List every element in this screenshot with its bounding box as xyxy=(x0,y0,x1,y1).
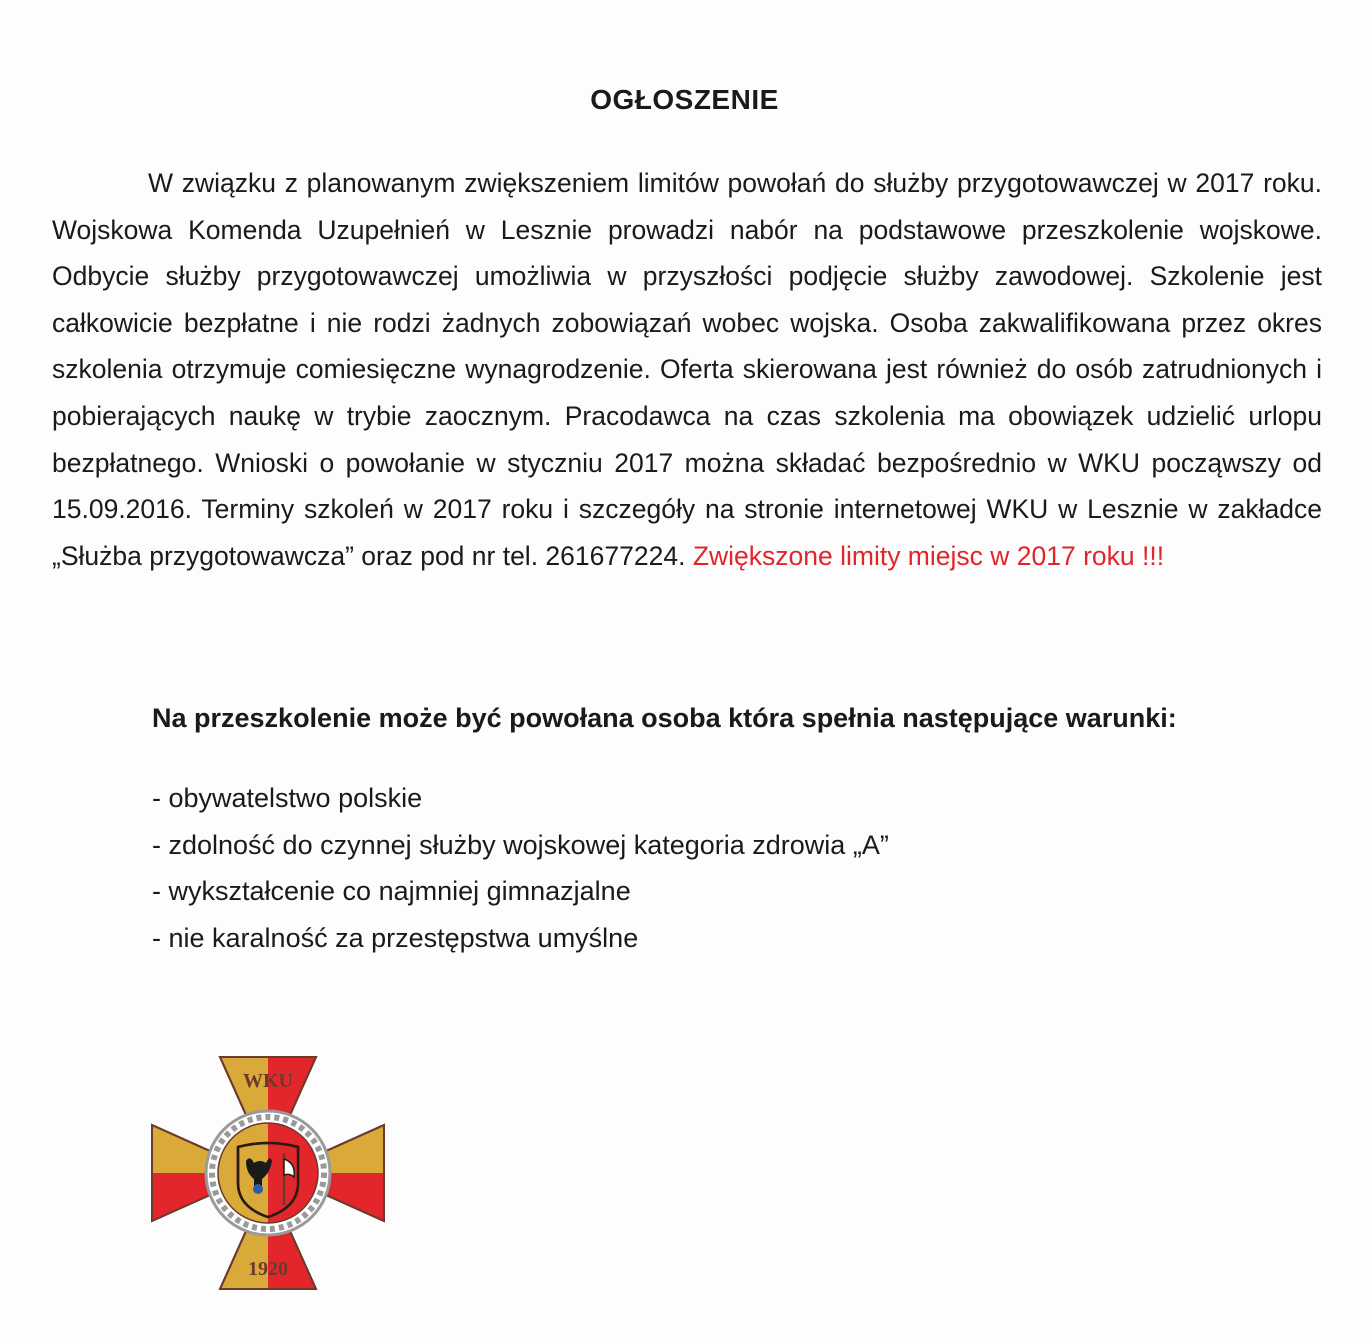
emblem-top-text: WKU xyxy=(243,1070,293,1092)
announcement-body xyxy=(52,160,1322,579)
conditions-heading: Na przeszkolenie może być powołana osoba która spełnia następujące warunki: xyxy=(152,703,1177,733)
announcement-highlight: Zwiększone limity miejsc w 2017 roku !!! xyxy=(692,540,1165,571)
page-title: OGŁOSZENIE xyxy=(590,84,779,115)
conditions-list xyxy=(152,775,889,961)
condition-item: - zdolność do czynnej służby wojskowej kategoria zdrowia „A” xyxy=(152,829,889,860)
wku-emblem-logo xyxy=(150,1055,386,1291)
emblem-bottom-text: 1920 xyxy=(248,1258,288,1280)
condition-item: - wykształcenie co najmniej gimnazjalne xyxy=(152,876,631,906)
announcement-main-text: W związku z planowanym zwiększeniem limitów powołań do służby przygotowawczej w 2017 roku. Wojskowa Komenda Uzupełnień w Lesznie prowadzi nabór na podstawowe przeszkolenie wojskowe. Odbycie służby przygotowawczej umożliwia w przyszłości podjęcie służby zawodowej. Szkolenie jest całkowicie bezpłatne i nie rodzi żadnych zobowiązań wobec wojska. Osoba zakwalifikowana przez okres szkolenia otrzymuje comiesięczne wynagrodzenie. Oferta skierowana jest również do osób zatrudnionych i pobierających naukę w trybie zaocznym. Pracodawca na czas szkolenia ma obowiązek udzielić urlopu bezpłatnego. Wnioski o powołanie w styczniu 2017 można składać bezpośrednio w WKU począwszy od 15.09.2016. Terminy szkoleń w 2017 roku i szczegóły na stronie internetowej WKU w Lesznie w zakładce „Służba przygotowawcza” oraz pod nr tel. 261677224. xyxy=(52,168,1322,571)
condition-item: - nie karalność za przestępstwa umyślne xyxy=(152,922,639,953)
condition-item: - obywatelstwo polskie xyxy=(152,783,423,813)
